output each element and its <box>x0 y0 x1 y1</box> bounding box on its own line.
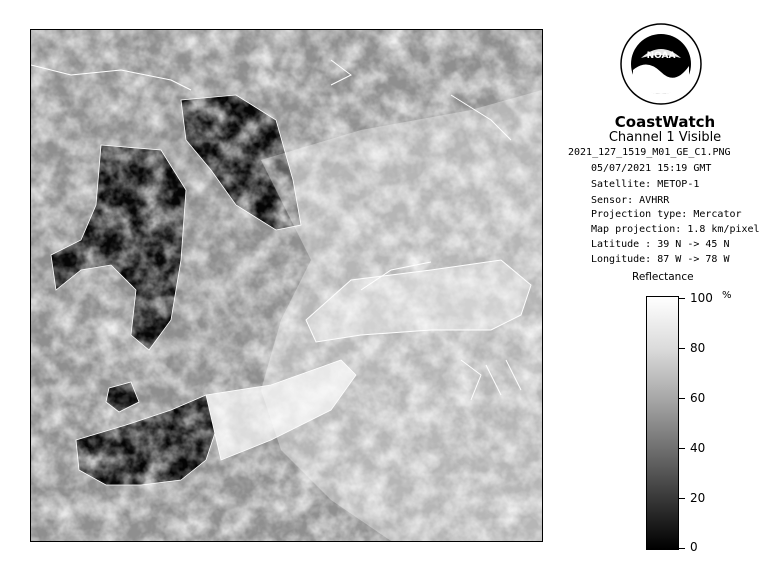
colorbar-tick <box>679 548 685 549</box>
colorbar-tick-label: 0 <box>690 540 698 554</box>
logo-text: NOAA <box>646 51 676 61</box>
colorbar-tick <box>679 398 685 399</box>
colorbar-tick-label: 20 <box>690 491 706 505</box>
projection-type: Projection type: Mercator <box>591 209 742 220</box>
sensor: Sensor: AVHRR <box>591 195 670 206</box>
reflectance-colorbar <box>646 296 679 550</box>
colorbar-tick-label: 40 <box>690 441 706 455</box>
noaa-logo-icon <box>619 22 703 106</box>
colorbar-tick-label: 80 <box>690 341 706 355</box>
colorbar-label: Reflectance <box>632 271 694 283</box>
colorbar-tick <box>679 298 685 299</box>
datetime: 05/07/2021 15:19 GMT <box>591 163 712 174</box>
satellite: Satellite: METOP-1 <box>591 179 700 190</box>
colorbar-tick <box>679 448 685 449</box>
map-projection: Map projection: 1.8 km/pixel <box>591 224 760 235</box>
latitude-range: Latitude : 39 N -> 45 N <box>591 239 730 250</box>
channel-subtitle: Channel 1 Visible <box>608 130 722 145</box>
satellite-image <box>30 29 543 542</box>
colorbar-tick-label: 60 <box>690 391 706 405</box>
image-filename: 2021_127_1519_M01_GE_C1.PNG <box>568 147 731 158</box>
noaa-logo <box>619 22 703 106</box>
map-svg <box>31 30 542 541</box>
colorbar-tick <box>679 498 685 499</box>
colorbar-tick <box>679 348 685 349</box>
app-title: CoastWatch <box>614 113 716 131</box>
colorbar-tick-label: 100 <box>690 291 713 305</box>
longitude-range: Longitude: 87 W -> 78 W <box>591 254 730 265</box>
colorbar-unit: % <box>722 290 732 301</box>
